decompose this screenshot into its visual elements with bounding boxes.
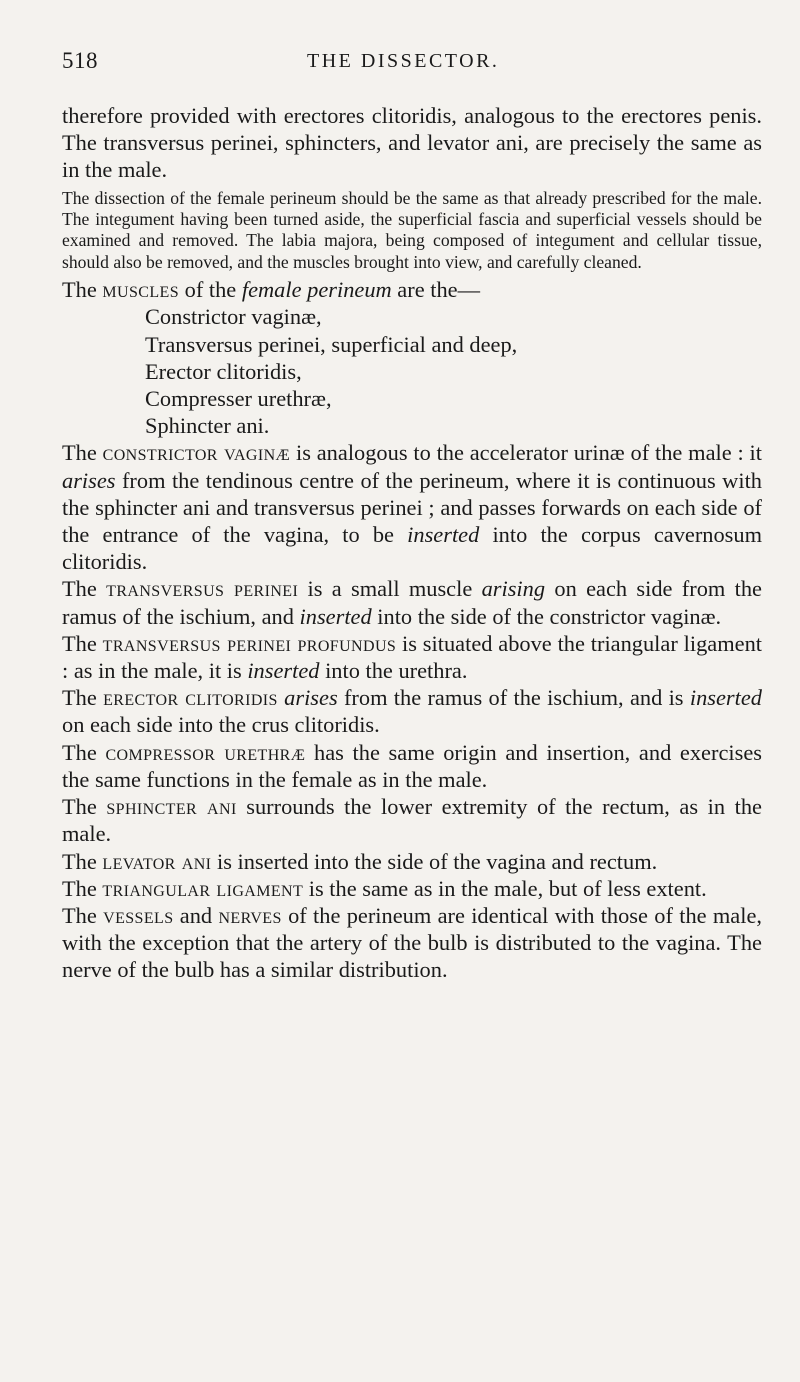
italic-term: arises: [62, 467, 116, 493]
small-caps-term: triangular ligament: [102, 875, 304, 901]
body-text: [62, 102, 762, 984]
list-item: Constrictor vaginæ,: [145, 304, 322, 330]
italic-term: inserted: [247, 658, 320, 684]
text-run: of the: [179, 277, 242, 303]
text-run: is the same as in the male, but of less extent.: [303, 875, 707, 901]
text-run: of the perineum are identical with those of the male, with the exception that the artery of the bulb is distributed to the vagina. The nerve of the bulb has a similar distribution.: [62, 902, 762, 983]
running-head: THE DISSECTOR.: [307, 50, 500, 72]
text-run: on each side from the ramus of the ischium, and: [62, 576, 762, 629]
small-caps-term: erector clitoridis: [103, 685, 278, 711]
paragraph-muscles-intro: [62, 276, 762, 303]
paragraph-transversus-perinei: [62, 575, 762, 629]
list-item: Sphincter ani.: [145, 413, 270, 439]
text-run: into the corpus cavernosum clitoridis.: [62, 522, 763, 575]
text-run: The: [62, 440, 103, 466]
text-run: The: [62, 848, 103, 874]
italic-term: inserted: [689, 685, 762, 711]
italic-term: inserted: [407, 522, 480, 548]
text-run: The: [62, 902, 104, 928]
text-run: The: [62, 685, 104, 711]
list-item: Erector clitoridis,: [145, 358, 302, 384]
text-run: The: [62, 739, 106, 765]
text-run: from the tendinous centre of the perineum, where it is continuous with the sphincter ani and transversus perinei ; and passes forwards on each side of the entrance of the vagina, to be: [62, 467, 762, 548]
text-run: is situated above the triangular ligament : as in the male, it is: [62, 630, 762, 684]
paragraph-continuation: therefore provided with erectores clitoridis, analogous to the erectores penis. The transversus perinei, sphincters, and levator ani, are precisely the same as in the male.: [62, 103, 762, 183]
page-number: 518: [62, 48, 98, 73]
text-run: is inserted into the side of the vagina and rectum.: [211, 848, 658, 874]
text-run: into the urethra.: [319, 658, 468, 684]
paragraph-erector-clitoridis: [62, 684, 762, 738]
text-run: from the ramus of the ischium, and is: [337, 685, 690, 711]
small-caps-term: sphincter ani: [106, 794, 237, 820]
italic-term: arises: [284, 685, 338, 711]
text-run: are the—: [391, 277, 480, 303]
small-caps-term: transversus perinei profundus: [102, 630, 397, 656]
paragraph-dissection-note: The dissection of the female perineum should be the same as that already prescribed for the male. The integument having been turned aside, the superficial fascia and superficial vessels should be examined and removed. The labia majora, being composed of integument and cellular tissue, should also be removed, and the muscles brought into view, and carefully cleaned.: [62, 187, 762, 272]
small-caps-term: vessels: [103, 902, 174, 928]
text-run: on each side into the crus clitoridis.: [62, 712, 380, 738]
text-run: is a small muscle: [298, 576, 482, 602]
muscle-list: [62, 303, 762, 439]
paragraph-vessels-nerves: [62, 902, 762, 984]
text-run: is analogous to the accelerator urinæ of the male : it: [290, 440, 762, 466]
italic-term: arising: [481, 576, 546, 602]
italic-term: inserted: [299, 603, 372, 629]
small-caps-term: levator ani: [102, 848, 212, 874]
page-header: [62, 48, 762, 88]
paragraph-constrictor-vaginae: [62, 439, 762, 575]
list-item: Transversus perinei, superficial and deep,: [145, 331, 518, 357]
paragraph-transversus-profundus: [62, 630, 762, 684]
text-run: surrounds the lower extremity of the rectum, as in the male.: [62, 794, 762, 847]
list-item: Compresser urethræ,: [145, 386, 332, 412]
text-run: has the same origin and insertion, and exercises the same functions in the female as in the male.: [62, 739, 762, 792]
paragraph-levator-ani: [62, 848, 762, 875]
text-run: into the side of the constrictor vaginæ.: [371, 603, 722, 629]
paragraph-triangular-ligament: [62, 875, 762, 902]
paragraph-compressor-urethrae: [62, 739, 762, 793]
paragraph-sphincter-ani: [62, 793, 762, 847]
italic-term: female perineum: [241, 277, 392, 303]
text-run: The: [62, 576, 107, 602]
small-caps-term: compressor urethræ: [105, 739, 306, 765]
text-run: The: [62, 875, 103, 901]
small-caps-term: transversus perinei: [106, 576, 299, 602]
small-caps-term: nerves: [218, 902, 282, 928]
text-run: The: [62, 630, 103, 656]
text-run: The: [62, 277, 103, 303]
text-run: The: [62, 794, 107, 820]
small-caps-term: muscles: [102, 277, 180, 303]
small-caps-term: constrictor vaginæ: [102, 440, 291, 466]
text-run: and: [173, 902, 219, 928]
